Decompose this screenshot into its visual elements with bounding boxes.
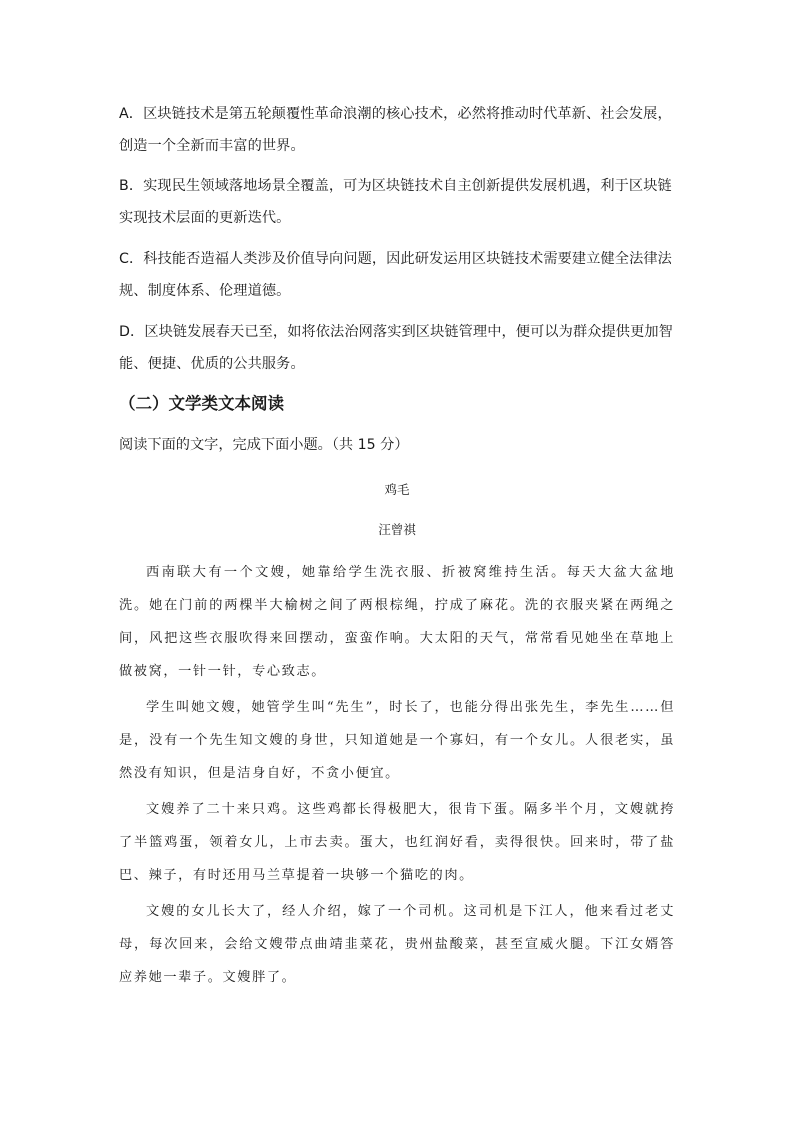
story-author: 汪曾祺: [378, 522, 416, 537]
option-c-text: 科技能否造福人类涉及价值导向问题，因此研发运用区块链技术需要建立健全法律法规、制度体系、伦理道德。: [119, 251, 672, 299]
option-a-text: 区块链技术是第五轮颠覆性革命浪潮的核心技术，必然将推动时代革新、社会发展，创造一个全新而丰富的世界。: [119, 106, 672, 154]
option-d: [119, 316, 685, 380]
option-d-text: 区块链发展春天已至，如将依法治网落实到区块链管理中，便可以为群众提供更加智能、便捷、优质的公共服务。: [119, 324, 673, 372]
section-title: （二）文学类文本阅读: [119, 394, 284, 413]
option-b: [119, 170, 685, 234]
option-a: [119, 98, 685, 162]
story-paragraph: 文嫂的女儿长大了，经人介绍，嫁了一个司机。这司机是下江人，他来看过老丈母，每次回来，会给文嫂带点曲靖韭菜花，贵州盐酸菜，甚至宣威火腿。下江女婿答应养她一辈子。文嫂胖了。: [119, 904, 675, 985]
story-paragraph: 文嫂养了二十来只鸡。这些鸡都长得极肥大，很肯下蛋。隔多半个月，文嫂就挎了半篮鸡蛋，领着女儿，上市去卖。蛋大，也红润好看，卖得很快。回来时，带了盐巴、辣子，有时还用马兰草提着一块够一个猫吃的肉。: [119, 802, 675, 883]
option-b-label: B．: [119, 178, 144, 194]
option-a-label: A．: [119, 106, 144, 122]
story-title: 鸡毛: [384, 482, 410, 497]
option-c-label: C．: [119, 251, 144, 267]
story-paragraph: 学生叫她文嫂，她管学生叫“先生”，时长了，也能分得出张先生，李先生……但是，没有一个先生知文嫂的身世，只知道她是一个寡妇，有一个女儿。人很老实，虽然没有知识，但是洁身自好，不贪小便宜。: [119, 700, 675, 781]
option-c: [119, 243, 685, 307]
instruction-text: 阅读下面的文字，完成下面小题。（共 15 分）: [119, 437, 409, 453]
option-d-label: D．: [119, 324, 145, 340]
option-b-text: 实现民生领域落地场景全覆盖，可为区块链技术自主创新提供发展机遇，利于区块链实现技术层面的更新迭代。: [119, 178, 672, 226]
story-paragraph: 西南联大有一个文嫂，她靠给学生洗衣服、折被窝维持生活。每天大盆大盆地洗。她在门前的两棵半大榆树之间了两根棕绳，拧成了麻花。洗的衣服夹紧在两绳之间，风把这些衣服吹得来回摆动，蛮蛮作响。大太阳的天气，常常看见她坐在草地上做被窝，一针一针，专心致志。: [119, 565, 675, 679]
